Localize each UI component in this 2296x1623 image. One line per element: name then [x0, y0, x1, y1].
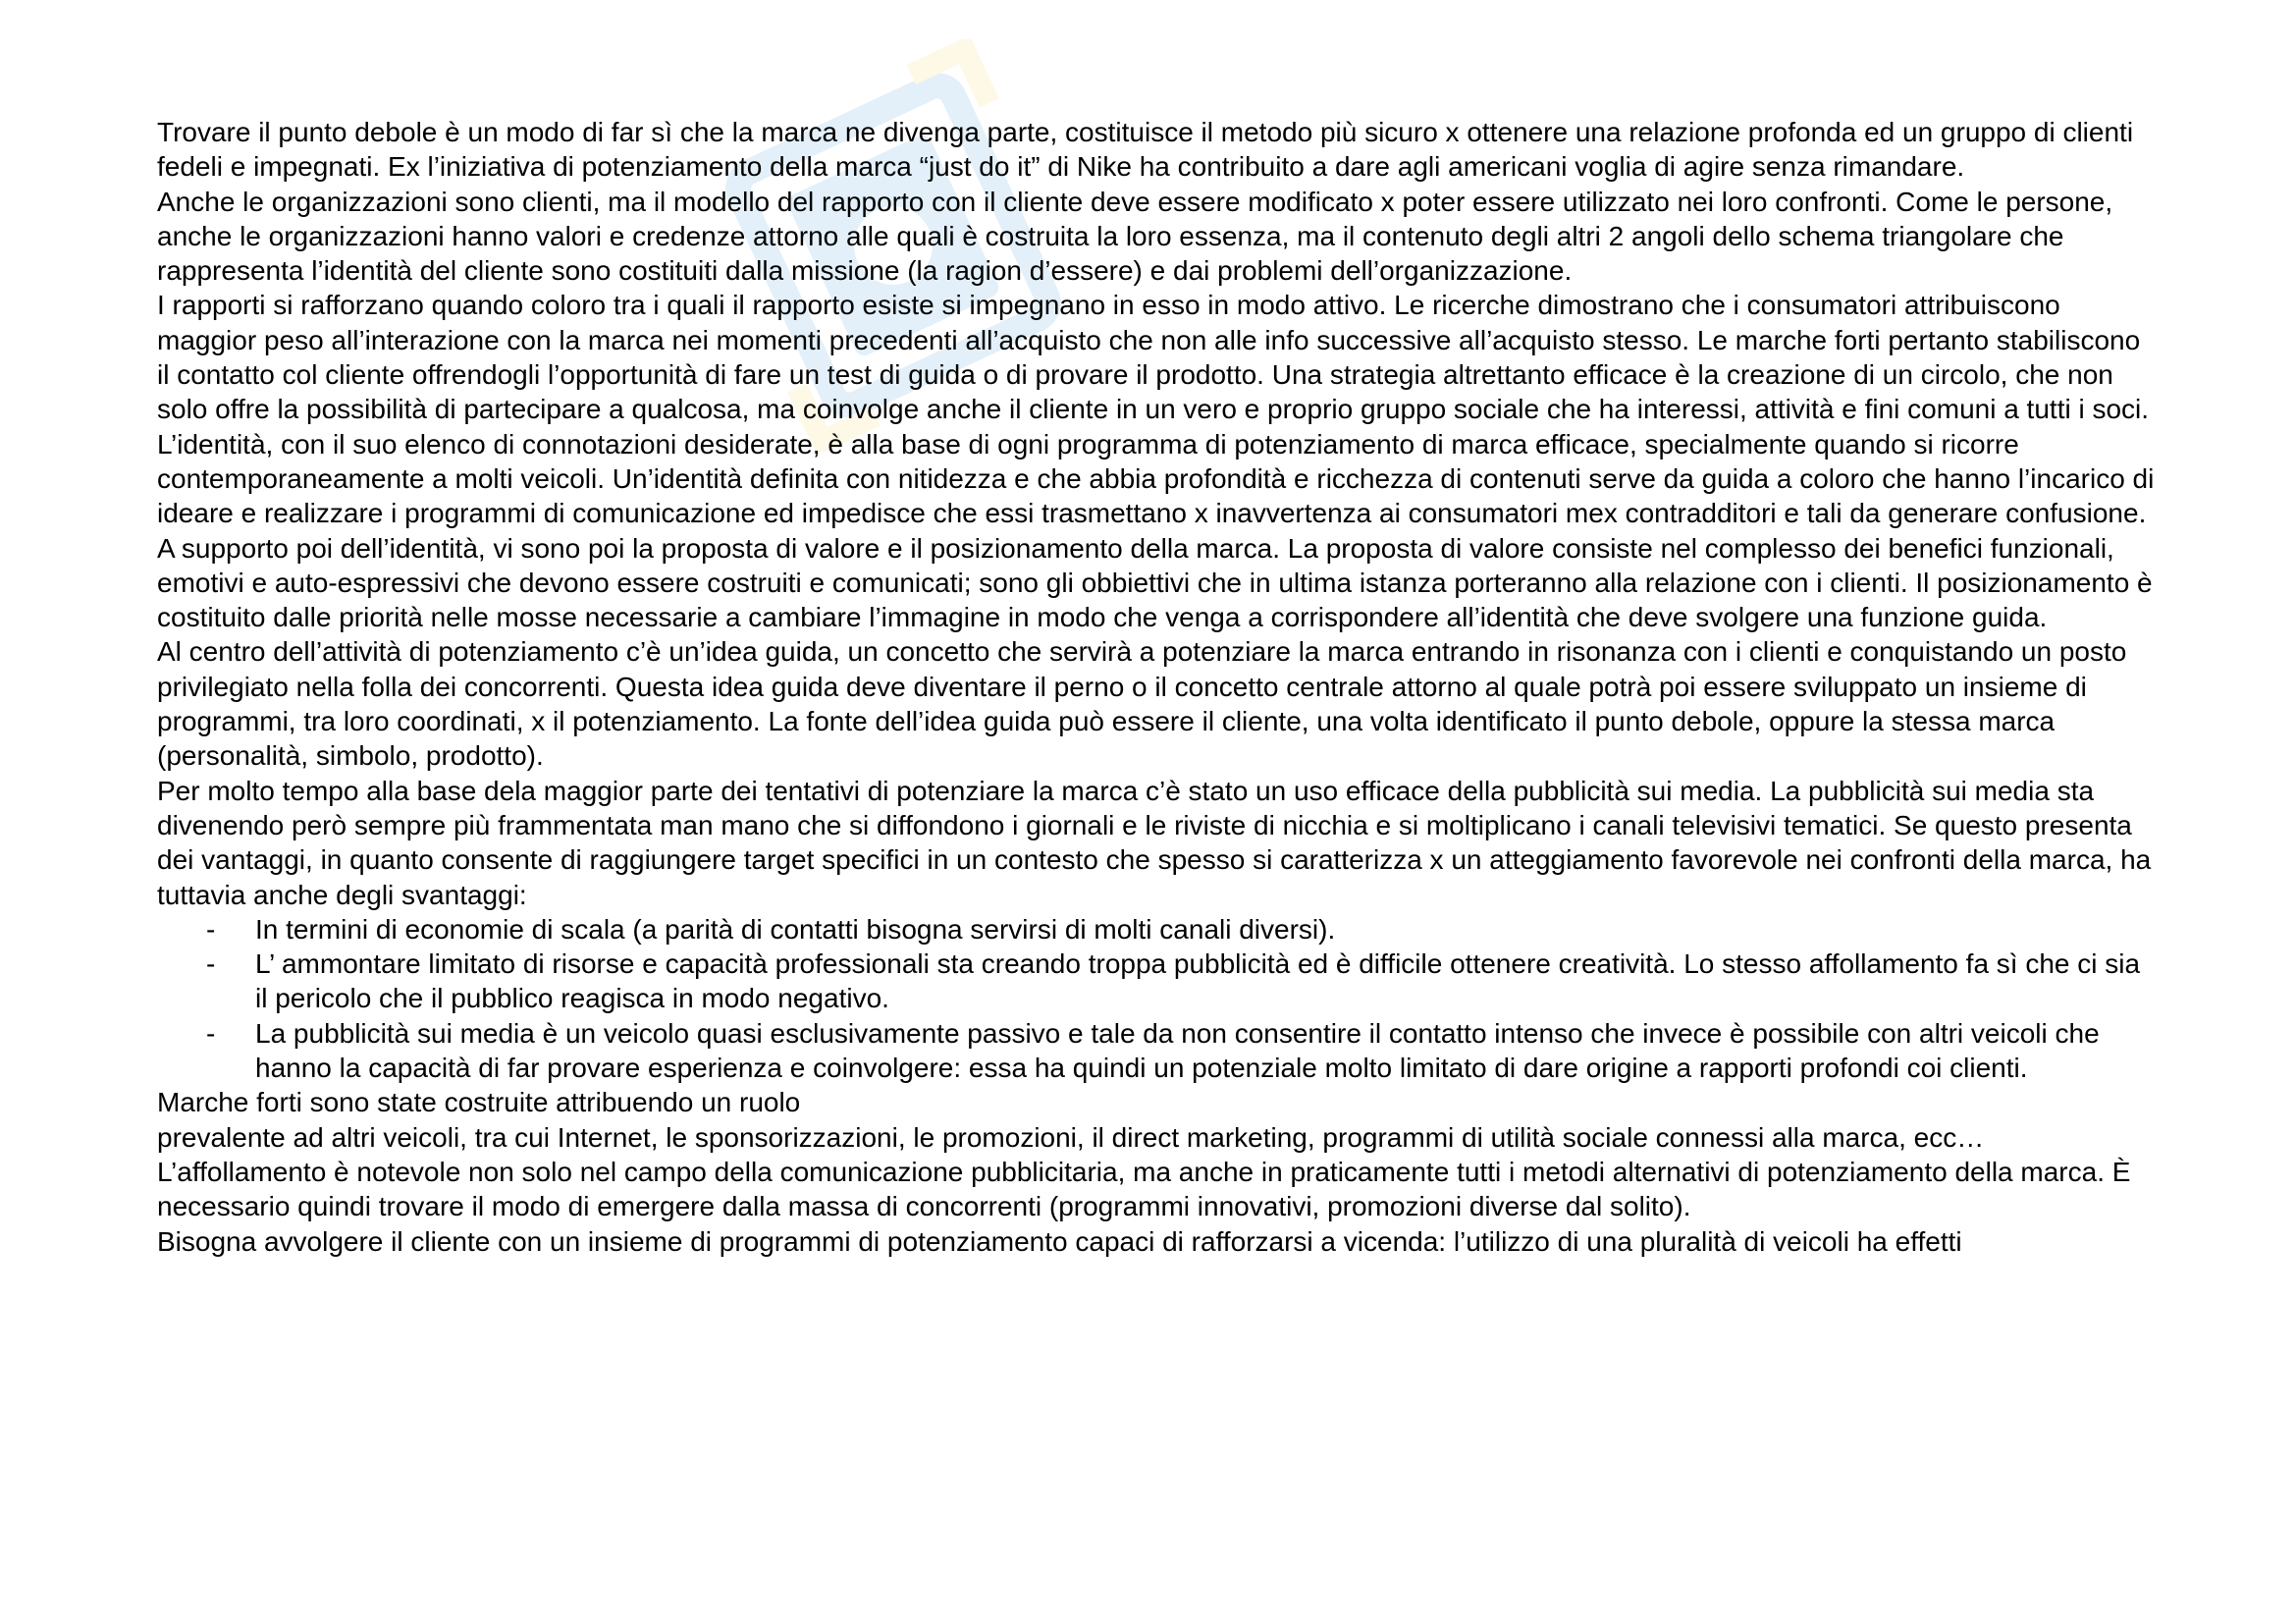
paragraph: Al centro dell’attività di potenziamento c’è un’idea guida, un concetto che servirà a potenziare la marca entrando in risonanza con i clienti e conquistando un posto privilegiato nella folla dei concorrenti. Questa idea guida deve diventare il perno o il concetto centrale attorno al quale potrà poi essere sviluppato un insieme di programmi, tra loro coordinati, x il potenziamento. La fonte dell’idea guida può essere il cliente, una volta identificato il punto debole, oppure la stessa marca (personalità, simbolo, prodotto).: [157, 636, 2127, 772]
list-item: [206, 947, 2160, 1016]
paragraph: A supporto poi dell’identità, vi sono poi la proposta di valore e il posizionamento della marca. La proposta di valore consiste nel complesso dei benefici funzionali, emotivi e auto-espressivi che devono essere costruiti e comunicati; sono gli obbiettivi che in ultima istanza porteranno alla relazione con i clienti. Il posizionamento è costituito dalle priorità nelle mosse necessarie a cambiare l’immagine in modo che venga a corrispondere all’identità che deve svolgere una funzione guida.: [157, 532, 2153, 633]
paragraph: L’affollamento è notevole non solo nel campo della comunicazione pubblicitaria, ma anche in praticamente tutti i metodi alternativi di potenziamento della marca. È necessario quindi trovare il modo di emergere dalla massa di concorrenti (programmi innovativi, promozioni diverse dal solito).: [157, 1156, 2131, 1222]
paragraph: Bisogna avvolgere il cliente con un insieme di programmi di potenziamento capaci di rafforzarsi a vicenda: l’utilizzo di una pluralità di veicoli ha effetti: [157, 1225, 1962, 1257]
list-item: [206, 1016, 2160, 1086]
list-bullet: -: [206, 913, 216, 945]
list-bullet: -: [206, 948, 216, 980]
list-item-text: In termini di economie di scala (a parità di contatti bisogna servirsi di molti canali diversi).: [255, 913, 1336, 945]
paragraph: Marche forti sono state costruite attribuendo un ruolo: [157, 1087, 801, 1118]
list-item-text: La pubblicità sui media è un veicolo quasi esclusivamente passivo e tale da non consentire il contatto intenso che invece è possibile con altri veicoli che hanno la capacità di far provare esperienza e coinvolgere: essa ha quindi un potenziale molto limitato di dare origine a rapporti profondi coi clienti.: [255, 1017, 2100, 1084]
paragraph: Trovare il punto debole è un modo di far sì che la marca ne divenga parte, costituisce il metodo più sicuro x ottenere una relazione profonda ed un gruppo di clienti fedeli e impegnati. Ex l’iniziativa di potenziamento della marca “just do it” di Nike ha contribuito a dare agli americani voglia di agire senza rimandare.: [157, 117, 2134, 183]
paragraph: L’identità, con il suo elenco di connotazioni desiderate, è alla base di ogni programma di potenziamento di marca efficace, specialmente quando si ricorre contemporaneamente a molti veicoli. Un’identità definita con nitidezza e che abbia profondità e ricchezza di contenuti serve da guida a coloro che hanno l’incarico di ideare e realizzare i programmi di comunicazione ed impedisce che essi trasmettano x inavvertenza ai consumatori mex contradditori e tali da generare confusione.: [157, 428, 2155, 529]
paragraph: prevalente ad altri veicoli, tra cui Internet, le sponsorizzazioni, le promozioni, il direct marketing, programmi di utilità sociale connessi alla marca, ecc…: [157, 1121, 1985, 1153]
paragraph: Anche le organizzazioni sono clienti, ma il modello del rapporto con il cliente deve essere modificato x poter essere utilizzato nei loro confronti. Come le persone, anche le organizzazioni hanno valori e credenze attorno alle quali è costruita la loro essenza, ma il contenuto degli altri 2 angoli dello schema triangolare che rappresenta l’identità del cliente sono costituiti dalla missione (la ragion d’essere) e dai problemi dell’organizzazione.: [157, 186, 2113, 287]
list-item: [206, 912, 2160, 947]
paragraph: Per molto tempo alla base dela maggior parte dei tentativi di potenziare la marca c’è stato un uso efficace della pubblicità sui media. La pubblicità sui media sta divenendo però sempre più frammentata man mano che si diffondono i giornali e le riviste di nicchia e si moltiplicano i canali televisivi tematici. Se questo presenta dei vantaggi, in quanto consente di raggiungere target specifici in un contesto che spesso si caratterizza x un atteggiamento favorevole nei confronti della marca, ha tuttavia anche degli svantaggi:: [157, 775, 2152, 910]
list-bullet: -: [206, 1017, 216, 1049]
paragraph: I rapporti si rafforzano quando coloro tra i quali il rapporto esiste si impegnano in esso in modo attivo. Le ricerche dimostrano che i consumatori attribuiscono maggior peso all’interazione con la marca nei momenti precedenti all’acquisto che non alle info successive all’acquisto stesso. Le marche forti pertanto stabiliscono il contatto col cliente offrendogli l’opportunità di fare un test di guida o di provare il prodotto. Una strategia altrettanto efficace è la creazione di un circolo, che non solo offre la possibilità di partecipare a qualcosa, ma coinvolge anche il cliente in un vero e proprio gruppo sociale che ha interessi, attività e fini comuni a tutti i soci.: [157, 290, 2150, 425]
disadvantages-list: [157, 912, 2160, 1085]
document-text: [157, 115, 2160, 1259]
list-item-text: L’ ammontare limitato di risorse e capacità professionali sta creando troppa pubblicità ed è difficile ottenere creatività. Lo stesso affollamento fa sì che ci sia il pericolo che il pubblico reagisca in modo negativo.: [255, 948, 2141, 1014]
